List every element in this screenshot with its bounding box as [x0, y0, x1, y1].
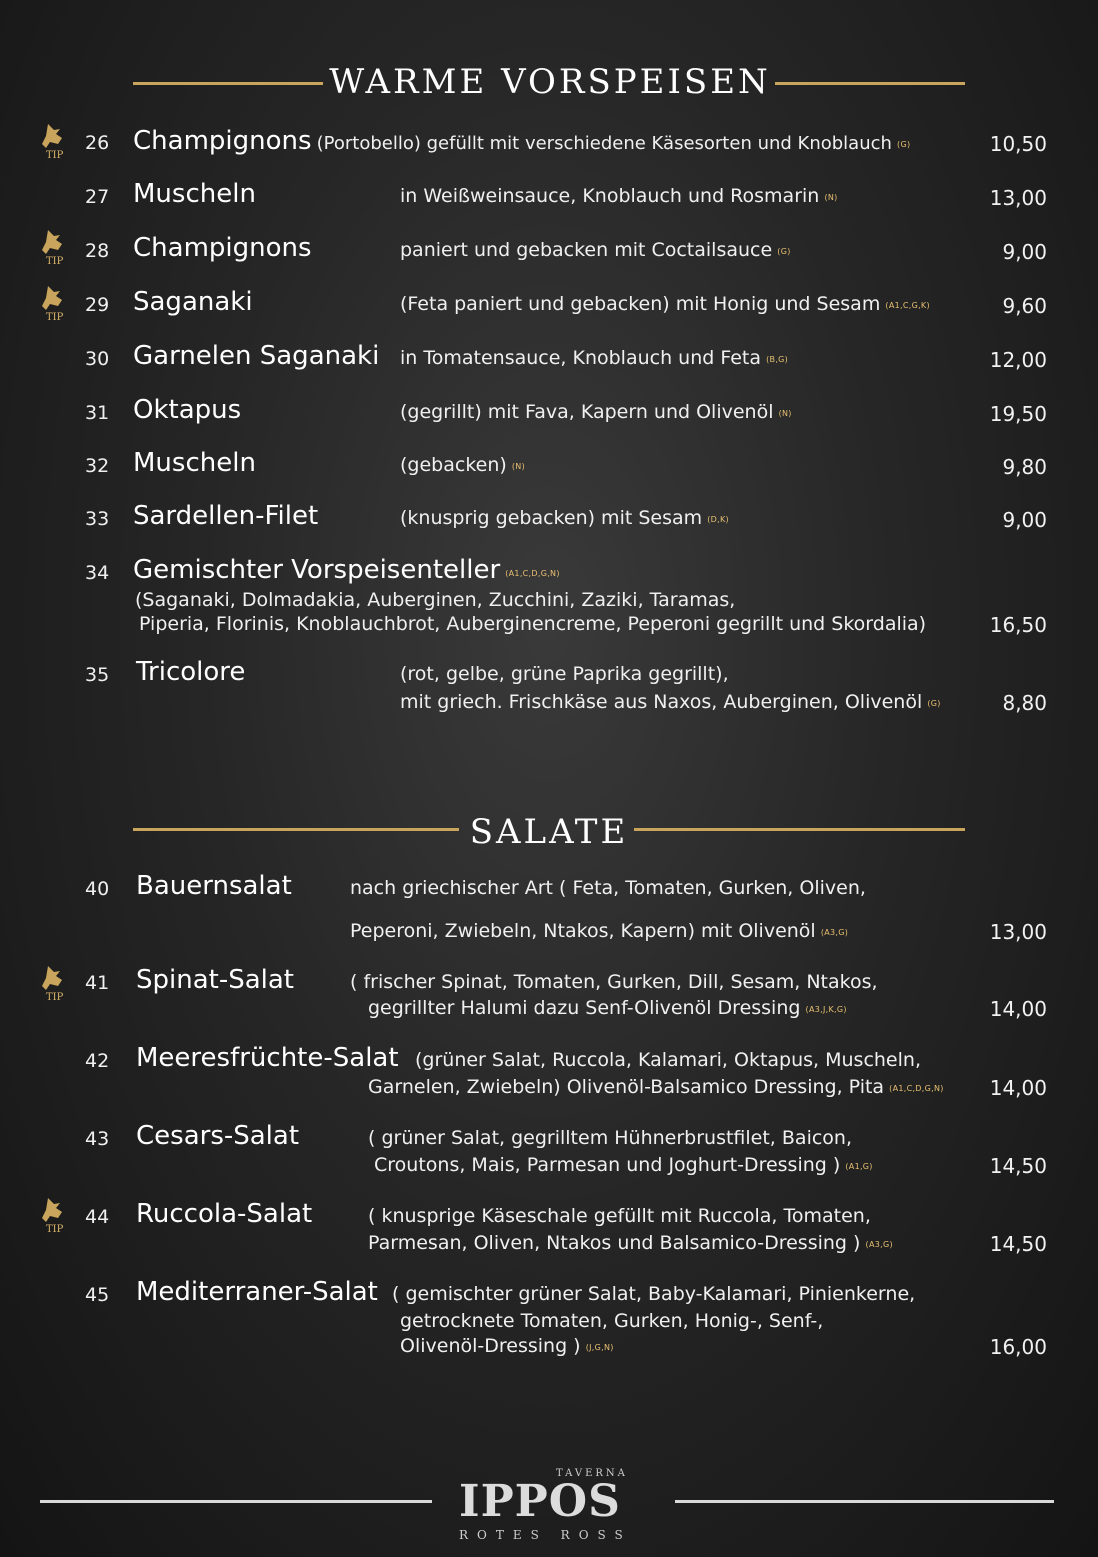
item-number: 41 [85, 972, 110, 994]
item-number: 30 [85, 348, 110, 370]
item-description-line [400, 239, 791, 261]
item-name: Cesars-Salat [136, 1121, 300, 1151]
logo-wordmark: IPPOS [459, 1476, 621, 1527]
item-description-line [368, 997, 847, 1019]
item-name: Saganaki [133, 287, 253, 317]
logo-subtitle-top: TAVERNA [556, 1468, 628, 1479]
item-price: 13,00 [989, 920, 1047, 944]
item-description: (Portobello) gefüllt mit verschiedene Käsesorten und Knoblauch [316, 133, 892, 154]
item-number: 45 [85, 1284, 110, 1306]
item-price: 9,60 [1002, 294, 1047, 318]
item-description-line [400, 401, 792, 423]
item-description: (gebacken) [400, 454, 507, 476]
item-description: Croutons, Mais, Parmesan und Joghurt-Dressing ) [374, 1154, 841, 1176]
tip-horse-icon [34, 226, 74, 266]
item-description-line [400, 347, 788, 369]
item-price: 14,00 [989, 1076, 1047, 1100]
salad-section-title: SALATE [469, 812, 629, 852]
warm-title-line-left [133, 82, 323, 85]
item-description-line: (grüner Salat, Ruccola, Kalamari, Oktapus, Muscheln, [415, 1049, 921, 1071]
allergen-codes: (G) [897, 140, 911, 149]
svg-text:TIP: TIP [46, 256, 64, 266]
item-price: 9,00 [1002, 240, 1047, 264]
item-description: (knusprig gebacken) mit Sesam [400, 507, 703, 529]
item-description-line [400, 293, 930, 315]
item-name: Muscheln [133, 448, 256, 478]
item-description-line [400, 507, 729, 529]
item-name: Meeresfrüchte-Salat [136, 1043, 399, 1073]
salad-title-line-left [133, 828, 459, 831]
tip-horse-icon [34, 1194, 74, 1234]
item-price: 13,00 [989, 186, 1047, 210]
tip-horse-icon [34, 282, 74, 322]
item-price: 14,50 [989, 1154, 1047, 1178]
warm-section-title: WARME VORSPEISEN [329, 62, 771, 102]
item-description-line: nach griechischer Art ( Feta, Tomaten, Gurken, Oliven, [350, 877, 866, 899]
tip-horse-icon [34, 962, 74, 1002]
item-price: 9,80 [1002, 455, 1047, 479]
allergen-codes: (A3,J,K,G) [805, 1005, 847, 1014]
footer-line-left [40, 1500, 432, 1503]
allergen-codes: (N) [511, 462, 526, 471]
allergen-codes: (A3,G) [865, 1240, 893, 1249]
warm-title-line-right [775, 82, 965, 85]
item-description-line [368, 1076, 944, 1098]
item-price: 9,00 [1002, 508, 1047, 532]
svg-text:TIP: TIP [46, 992, 64, 1002]
item-description-line: Piperia, Florinis, Knoblauchbrot, Auberginencreme, Peperoni gegrillt und Skordalia) [139, 613, 927, 635]
item-description: in Tomatensauce, Knoblauch und Feta [400, 347, 762, 369]
item-description-line [350, 920, 848, 942]
allergen-codes: (B,G) [766, 355, 789, 364]
item-name: Champignons [133, 233, 312, 263]
item-description-line [400, 691, 941, 713]
item-price: 16,50 [989, 613, 1047, 637]
allergen-codes: (G) [927, 699, 941, 708]
item-description-line [400, 185, 838, 207]
item-description: Peperoni, Zwiebeln, Ntakos, Kapern) mit Olivenöl [350, 920, 816, 942]
item-price: 12,00 [989, 348, 1047, 372]
item-name: Garnelen Saganaki [133, 341, 380, 371]
item-description-line: ( grüner Salat, gegrilltem Hühnerbrustfilet, Baicon, [368, 1127, 852, 1149]
item-name: Bauernsalat [136, 871, 292, 901]
item-name: Champignons [133, 126, 312, 156]
item-number: 42 [85, 1050, 110, 1072]
item-description-line: (rot, gelbe, grüne Paprika gegrillt), [400, 663, 729, 685]
allergen-codes: (D,K) [707, 515, 729, 524]
allergen-codes: (N) [778, 409, 792, 418]
svg-text:TIP: TIP [46, 312, 64, 322]
item-name: Gemischter Vorspeisenteller [133, 555, 501, 585]
item-description: (Feta paniert und gebacken) mit Honig und Sesam [400, 293, 881, 315]
footer-line-right [675, 1500, 1054, 1503]
menu-item-champignons-portobello [133, 126, 910, 156]
allergen-codes: (N) [824, 193, 838, 202]
item-name: Mediterraner-Salat [136, 1277, 378, 1307]
item-title-line [133, 555, 560, 585]
item-number: 43 [85, 1128, 110, 1150]
salad-title-line-right [634, 828, 965, 831]
item-price: 14,00 [989, 997, 1047, 1021]
item-number: 32 [85, 455, 110, 477]
item-number: 29 [85, 294, 110, 316]
item-description-line: ( frischer Spinat, Tomaten, Gurken, Dill, Sesam, Ntakos, [350, 971, 878, 993]
item-number: 33 [85, 508, 110, 530]
allergen-codes: (A1,C,G,K) [885, 301, 930, 310]
svg-text:TIP: TIP [46, 1224, 64, 1234]
item-price: 10,50 [989, 132, 1047, 156]
item-name: Spinat-Salat [136, 965, 295, 995]
item-description: gegrillter Halumi dazu Senf-Olivenöl Dressing [368, 997, 801, 1019]
allergen-codes: (A3,G) [820, 928, 849, 937]
item-number: 26 [85, 132, 110, 154]
item-price: 8,80 [1002, 691, 1047, 715]
item-description-line: ( gemischter grüner Salat, Baby-Kalamari, Pinienkerne, [392, 1283, 916, 1305]
item-name: Ruccola-Salat [136, 1199, 313, 1229]
item-description-line [400, 1335, 614, 1357]
allergen-codes: (J,G,N) [585, 1343, 614, 1352]
tip-horse-icon [34, 120, 74, 160]
item-number: 40 [85, 878, 110, 900]
item-description-line [400, 454, 525, 476]
item-number: 34 [85, 562, 110, 584]
item-description: Olivenöl-Dressing ) [400, 1335, 581, 1357]
allergen-codes: (G) [777, 247, 791, 256]
allergen-codes: (A1,C,D,G,N) [505, 569, 560, 578]
item-name: Tricolore [136, 657, 246, 687]
item-number: 28 [85, 240, 110, 262]
item-description-line: ( knusprige Käseschale gefüllt mit Ruccola, Tomaten, [368, 1205, 871, 1227]
item-price: 19,50 [989, 402, 1047, 426]
item-description: Garnelen, Zwiebeln) Olivenöl-Balsamico Dressing, Pita [368, 1076, 885, 1098]
logo-tagline: ROTES ROSS [459, 1528, 632, 1542]
allergen-codes: (A1,G) [845, 1162, 873, 1171]
item-number: 35 [85, 664, 110, 686]
item-description-line: getrocknete Tomaten, Gurken, Honig-, Senf-, [400, 1310, 824, 1332]
item-description: (gegrillt) mit Fava, Kapern und Olivenöl [400, 401, 774, 423]
item-name: Oktapus [133, 395, 242, 425]
item-price: 14,50 [989, 1232, 1047, 1256]
svg-text:TIP: TIP [46, 150, 64, 160]
item-number: 27 [85, 186, 110, 208]
item-description-line [368, 1232, 893, 1254]
item-description: paniert und gebacken mit Coctailsauce [400, 239, 773, 261]
item-description: mit griech. Frischkäse aus Naxos, Auberginen, Olivenöl [400, 691, 923, 713]
item-description-line [374, 1154, 873, 1176]
item-name: Sardellen-Filet [133, 501, 319, 531]
item-number: 44 [85, 1206, 110, 1228]
item-description: Parmesan, Oliven, Ntakos und Balsamico-Dressing ) [368, 1232, 861, 1254]
item-description: in Weißweinsauce, Knoblauch und Rosmarin [400, 185, 820, 207]
item-number: 31 [85, 402, 110, 424]
allergen-codes: (A1,C,D,G,N) [889, 1084, 944, 1093]
item-price: 16,00 [989, 1335, 1047, 1359]
item-description-line: (Saganaki, Dolmadakia, Auberginen, Zucchini, Zaziki, Taramas, [135, 589, 736, 611]
item-name: Muscheln [133, 179, 256, 209]
